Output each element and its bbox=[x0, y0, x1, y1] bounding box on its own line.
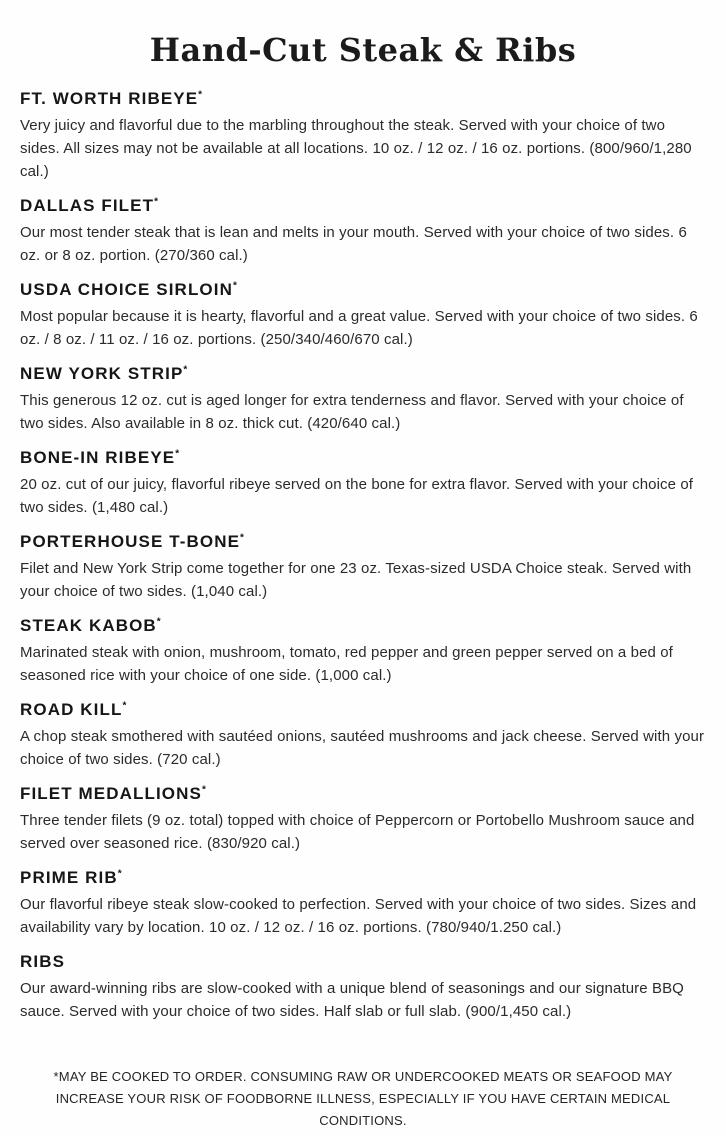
menu-item-description: Three tender filets (9 oz. total) topped with choice of Peppercorn or Portobello Mushroom sauce and served over seasoned rice. (830/920 cal.) bbox=[20, 812, 695, 852]
menu-item-name bbox=[20, 617, 706, 635]
cooked-to-order-asterisk: * bbox=[201, 784, 206, 796]
menu-item-description: Very juicy and flavorful due to the marbling throughout the steak. Served with your choice of two sides. All sizes may not be available at all locations. 10 oz. / 12 oz. / 16 oz. portions. (800/960/1,280 cal.) bbox=[20, 117, 692, 180]
menu-item-name bbox=[20, 197, 706, 215]
cooked-to-order-asterisk: * bbox=[117, 868, 122, 880]
cooked-to-order-asterisk: * bbox=[154, 196, 158, 208]
cooked-to-order-asterisk: * bbox=[232, 280, 237, 292]
menu-item-description: Marinated steak with onion, mushroom, tomato, red pepper and green pepper served on a bed of seasoned rice with your choice of one side. (1,000 cal.) bbox=[20, 644, 673, 684]
menu-item-description: Filet and New York Strip come together for one 23 oz. Texas-sized USDA Choice steak. Served with your choice of two sides. (1,040 cal.) bbox=[20, 560, 692, 600]
menu-item bbox=[20, 701, 706, 771]
menu-item-name-text: RIBS bbox=[20, 952, 66, 971]
cooked-to-order-asterisk: * bbox=[175, 448, 180, 460]
menu-item bbox=[20, 785, 706, 855]
menu-item bbox=[20, 449, 706, 519]
menu-item bbox=[20, 617, 706, 687]
menu-item-name-text: NEW YORK STRIP bbox=[20, 364, 184, 383]
menu-item-list bbox=[20, 90, 706, 1023]
menu-item-name bbox=[20, 449, 706, 467]
menu-item bbox=[20, 90, 706, 183]
menu-item bbox=[20, 197, 706, 267]
menu-item bbox=[20, 953, 706, 1023]
cooked-to-order-asterisk: * bbox=[122, 700, 127, 712]
menu-item-name bbox=[20, 281, 706, 299]
menu-item-name-text: ROAD KILL bbox=[20, 700, 123, 719]
menu-item bbox=[20, 533, 706, 603]
menu-item-description: Most popular because it is hearty, flavorful and a great value. Served with your choice of two sides. 6 oz. / 8 oz. / 11 oz. / 16 oz. portions. (250/340/460/670 cal.) bbox=[20, 308, 698, 348]
menu-item-name-text: BONE-IN RIBEYE bbox=[20, 448, 176, 467]
menu-item-name bbox=[20, 953, 706, 971]
menu-item-name bbox=[20, 533, 706, 551]
menu-item-name bbox=[20, 365, 706, 383]
disclaimer-text: *MAY BE COOKED TO ORDER. CONSUMING RAW OR UNDERCOOKED MEATS OR SEAFOOD MAY INCREASE YOUR RISK OF FOODBORNE ILLNESS, ESPECIALLY IF YOU HAVE CERTAIN MEDICAL CONDITIONS. bbox=[53, 1069, 673, 1128]
cooked-to-order-asterisk: * bbox=[240, 532, 244, 544]
menu-item bbox=[20, 365, 706, 435]
menu-item-description: Our most tender steak that is lean and melts in your mouth. Served with your choice of two sides. 6 oz. or 8 oz. portion. (270/360 cal.) bbox=[20, 224, 687, 264]
menu-item-name-text: DALLAS FILET bbox=[20, 196, 155, 215]
menu-item bbox=[20, 281, 706, 351]
menu-item-name-text: STEAK KABOB bbox=[20, 616, 157, 635]
menu-item-name bbox=[20, 701, 706, 719]
menu-item-description: Our flavorful ribeye steak slow-cooked to perfection. Served with your choice of two sides. Sizes and availability vary by location. 10 oz. / 12 oz. / 16 oz. portions. (780/940/1.250 cal.) bbox=[20, 896, 697, 936]
menu-item-name-text: PRIME RIB bbox=[20, 868, 118, 887]
menu-item bbox=[20, 869, 706, 939]
menu-item-name bbox=[20, 785, 706, 803]
menu-item-description: A chop steak smothered with sautéed onions, sautéed mushrooms and jack cheese. Served with your choice of two sides. (720 cal.) bbox=[20, 728, 705, 768]
menu-item-name-text: FT. WORTH RIBEYE bbox=[20, 89, 199, 108]
menu-item-name bbox=[20, 869, 706, 887]
page-title: Hand-Cut Steak & Ribs bbox=[149, 31, 577, 69]
menu-item-name-text: FILET MEDALLIONS bbox=[20, 784, 202, 803]
menu-item-name-text: PORTERHOUSE T-BONE bbox=[20, 532, 241, 551]
cooked-to-order-asterisk: * bbox=[156, 616, 161, 628]
footer-disclaimer bbox=[0, 1066, 726, 1132]
cooked-to-order-asterisk: * bbox=[183, 364, 188, 376]
menu-item-description: This generous 12 oz. cut is aged longer for extra tenderness and flavor. Served with your choice of two sides. Also available in 8 oz. thick cut. (420/640 cal.) bbox=[20, 392, 684, 432]
cooked-to-order-asterisk: * bbox=[198, 89, 203, 101]
menu-item-description: 20 oz. cut of our juicy, flavorful ribeye served on the bone for extra flavor. Served with your choice of two sides. (1,480 cal.) bbox=[20, 476, 694, 516]
menu-item-name-text: USDA CHOICE SIRLOIN bbox=[20, 280, 233, 299]
menu-item-description: Our award-winning ribs are slow-cooked with a unique blend of seasonings and our signature BBQ sauce. Served with your choice of two sides. Half slab or full slab. (900/1,450 cal.) bbox=[20, 980, 684, 1020]
menu-item-name bbox=[20, 90, 706, 108]
